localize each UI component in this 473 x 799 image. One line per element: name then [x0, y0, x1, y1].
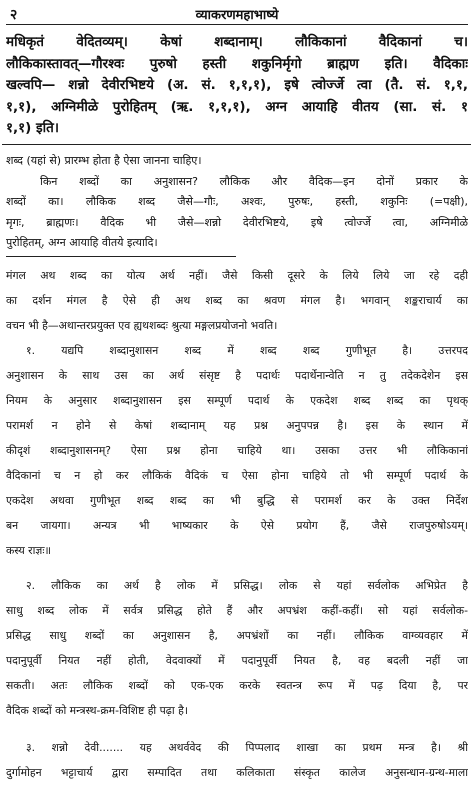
- footnote-divider: [6, 256, 236, 257]
- translation-line: मृगः, ब्राह्मणः। वैदिक भी जैसे—शन्नो देवीरभिष्टये, इषे त्वोर्ज्जे त्वा, अग्निमीळे: [6, 215, 468, 229]
- main-text: [6, 32, 468, 140]
- footnote-line: साधु शब्द लोक में सर्वत्र प्रसिद्ध होते हैं और अपभ्रंश कहीं-कहीं। सो यहां सर्वलोक-: [6, 604, 468, 617]
- page-header: [6, 2, 468, 25]
- footnote-line: कस्य राज्ञः॥: [6, 544, 51, 557]
- translation-line: पुरोहितम्, अग्न आयाहि वीतये इत्यादि।: [6, 236, 158, 250]
- main-line: लौकिकास्तावत्—गौरश्वः पुरुषो हस्ती शकुनिर्मृगो ब्राह्मण इति। वैदिकाः: [6, 55, 468, 72]
- translation-line: किन शब्दों का अनुशासन? लौकिक और वैदिक—इन दोनों प्रकार के: [40, 174, 468, 188]
- footnotes: [6, 263, 468, 785]
- section-divider: [2, 144, 471, 145]
- footnote-line: प्रसिद्ध साधु शब्दों का अनुशासन है, अपभ्रंशों का नहीं। लौकिक वाग्व्यवहार में: [6, 629, 468, 642]
- footnote-line: वैदिकानां च न हो कर लौकिकं वैदिकं च ऐसा होना चाहिये तो भी सम्पूर्ण पदार्थ के: [6, 469, 468, 482]
- footnote-line: ३. शन्नो देवी....... यह अथर्ववेद की पिप्पलाद शाखा का प्रथम मन्त्र है। श्री: [26, 741, 468, 754]
- main-line: खल्वपि— शन्नो देवीरभिष्टये (अ. सं. १,१,१), इषे त्वोर्ज्जे त्वा (तै. सं. १,१,: [6, 77, 468, 93]
- footnote-line: पदानुपूर्वी नियत नहीं होती, वेदवाक्यों में पदानुपूर्वी नियत है, वह बदली नहीं जा: [6, 654, 468, 667]
- translation-line: शब्दों का। लौकिक शब्द जैसे—गौः, अश्वः, पुरुषः, हस्ती, शकुनिः (=पक्षी),: [6, 195, 468, 209]
- main-line: १,१), अग्निमीळे पुरोहितम् (ऋ. १,१,१), अग्न आयाहि वीतय (सा. सं. १: [6, 98, 468, 115]
- translation-line: शब्द (यहां से) प्रारम्भ होता है ऐसा जानना चाहिए।: [6, 154, 202, 167]
- footnote-line: वचन भी है—अथान्तरप्रयुक्त एव ह्यथशब्दः श्रुत्या मङ्गलप्रयोजनो भवति।: [6, 319, 278, 332]
- footnote-line: बन जायगा। अन्यत्र भी भाष्यकार के ऐसे प्रयोग हैं, जैसे राजपुरुषोऽयम्।: [6, 519, 468, 532]
- footnote-line: का दर्शन मंगल है ऐसे ही अथ शब्द का श्रवण मंगल है। भगवान् शङ्कराचार्य का: [6, 294, 468, 307]
- footnote-line: अनुशासन के साथ उस का अर्थ संसृष्ट है पदार्थः पदार्थेनान्वेति न तु तदेकदेशेन इस: [6, 369, 468, 382]
- footnote-line: नियम के अनुसार शब्दानुशासन इस सम्पूर्ण पदार्थ के एकदेश शब्द शब्द का पृथक्: [6, 394, 468, 407]
- footnote-line: मंगल अथ शब्द का योत्य अर्थ नहीं। जैसे किसी दूसरे के लिये लिये जा रहे दही: [6, 269, 468, 282]
- footnote-line: सकती। अतः लौकिक शब्दों को एक-एक करके स्वतन्त्र रूप में पढ़ दिया है, पर: [6, 679, 468, 692]
- footnote-line: दुर्गामोहन भट्टाचार्य द्वारा सम्पादित तथा कलिकाता संस्कृत कालेज अनुसन्धान-ग्रन्थ-माला: [6, 766, 468, 779]
- footnote-line: परामर्श न होने से केषां शब्दानाम् यह प्रश्न अनुपपन्न है। इस के स्थान में: [6, 419, 468, 432]
- hindi-translation: [6, 151, 468, 254]
- footnote-line: १. यद्यपि शब्दानुशासन शब्द में शब्द शब्द गुणीभूत है। उत्तरपद: [26, 344, 468, 357]
- page-number: २: [10, 7, 18, 23]
- footnote-line: २. लौकिक का अर्थ है लोक में प्रसिद्ध। लोक से यहां सर्वलोक अभिप्रेत है: [26, 579, 468, 592]
- footnote-line: वैदिक शब्दों को मन्त्रस्थ-क्रम-विशिष्ट ही पढ़ा है।: [6, 704, 188, 717]
- footnote-line: कीदृशं शब्दानुशासनम्? ऐसा प्रश्न होना चाहिये था। उसका उत्तर भी लौकिकानां: [6, 444, 468, 457]
- main-line: मधिकृतं वेदितव्यम्। केषां शब्दानाम्। लौकिकानां वैदिकानां च।: [6, 34, 468, 50]
- footnote-line: एकदेश अथवा गुणीभूत शब्द शब्द का भी बुद्धि से परामर्श कर के उक्त निर्देश: [6, 494, 468, 507]
- running-title: व्याकरणमहाभाष्ये: [195, 8, 279, 23]
- main-line: १,१) इति।: [6, 120, 59, 136]
